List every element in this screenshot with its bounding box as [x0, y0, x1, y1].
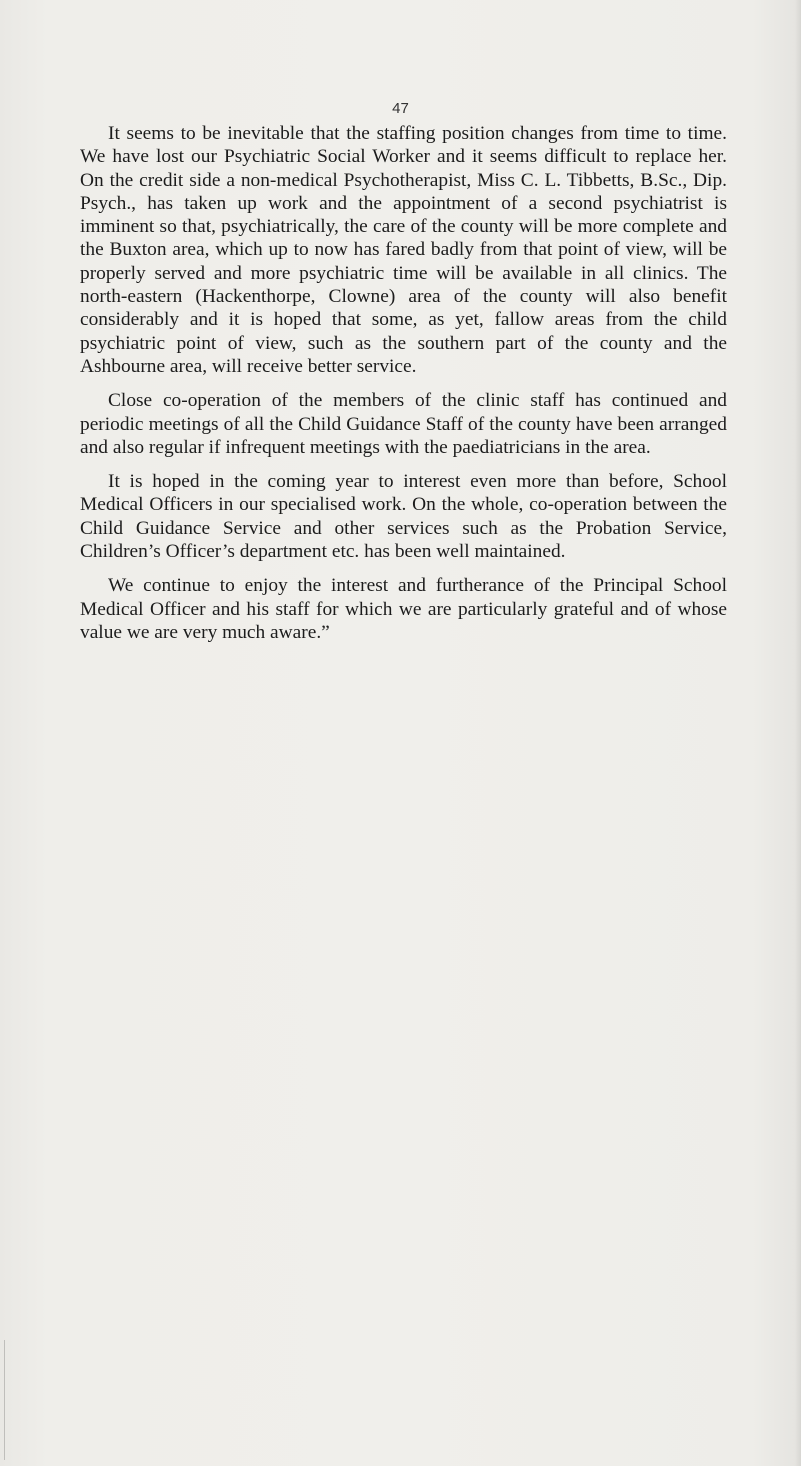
scan-mark [4, 1340, 5, 1460]
paragraph-closing: We continue to enjoy the interest and furtherance of the Principal School Medical Officer and his staff for which we are particularly grateful and of whose value we are very much aware.” [80, 575, 727, 643]
page-edge-shadow [795, 0, 801, 1466]
body-text [80, 122, 727, 655]
paragraph-staffing: It seems to be inevitable that the staffing position changes from time to time. We have lost our Psychiatric Social Worker and it seems difficult to replace her. On the credit side a non-medical Psychotherapist, Miss C. L. Tibbetts, B.Sc., Dip. Psych., has taken up work and the appointment of a second psychiatrist is imminent so that, psychiatrically, the care of the county will be more complete and the Buxton area, which up to now has fared badly from that point of view, will be properly served and more psychiatric time will be available in all clinics. The north-eastern (Hackenthorpe, Clowne) area of the county will also benefit considerably and it is hoped that some, as yet, fallow areas from the child psychiatric point of view, such as the southern part of the county and the Ashbourne area, will receive better service. [80, 123, 727, 377]
page-number: 47 [392, 100, 409, 117]
paragraph-school-medical-officers: It is hoped in the coming year to interest even more than before, School Medical Officers in our specialised work. On the whole, co-operation between the Child Guidance Service and other services such as the Probation Service, Children’s Officer’s department etc. has been well maintained. [80, 471, 727, 563]
paragraph-co-operation: Close co-operation of the members of the clinic staff has continued and periodic meetings of all the Child Guidance Staff of the county have been arranged and also regular if infrequent meetings with the paediatricians in the area. [80, 390, 727, 458]
